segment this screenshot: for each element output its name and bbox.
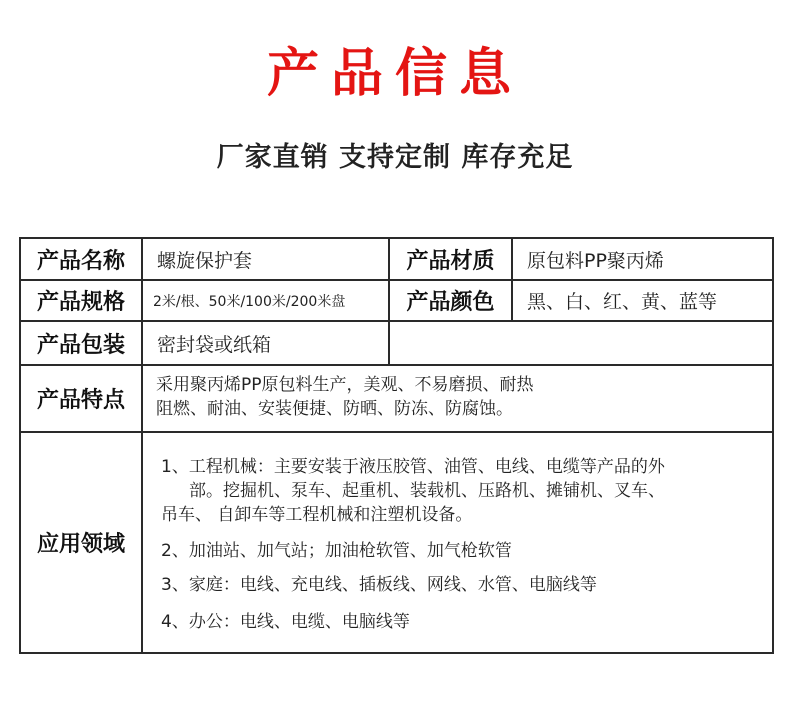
- application-line: 部。挖掘机、泵车、起重机、装载机、压路机、摊铺机、叉车、: [189, 481, 665, 501]
- material-label: 产品材质: [406, 248, 495, 274]
- spec-label: 产品规格: [36, 290, 125, 315]
- application-line: 吊车、 自卸车等工程机械和注塑机设备。: [161, 505, 473, 525]
- application-item: [161, 573, 766, 597]
- features-text: [156, 373, 766, 421]
- package-value: 密封袋或纸箱: [157, 333, 272, 356]
- application-line: 4、办公：电线、电缆、电脑线等: [161, 612, 410, 632]
- features-line: 采用聚丙烯PP原包料生产，美观、不易磨损、耐热: [156, 375, 534, 395]
- name-value: 螺旋保护套: [157, 249, 253, 272]
- product-info-table: [19, 237, 774, 654]
- name-label: 产品名称: [36, 248, 125, 274]
- applications-label: 应用领域: [36, 532, 125, 557]
- features-label: 产品特点: [36, 388, 125, 413]
- application-line: 1、工程机械：主要安装于液压胶管、油管、电线、电缆等产品的外: [161, 457, 665, 477]
- application-line: 3、家庭：电线、充电线、插板线、网线、水管、电脑线等: [161, 575, 597, 595]
- package-label: 产品包装: [36, 332, 125, 358]
- application-line: 2、加油站、加气站；加油枪软管、加气枪软管: [161, 541, 512, 561]
- page-subtitle: 厂家直销 支持定制 库存充足: [216, 142, 574, 173]
- color-value: 黑、白、红、黄、蓝等: [527, 291, 718, 313]
- page-title: 产品信息: [266, 44, 523, 104]
- application-item: [161, 455, 766, 527]
- application-item: [161, 539, 766, 563]
- material-value: 原包料PP聚丙烯: [527, 249, 664, 272]
- color-label: 产品颜色: [406, 290, 495, 315]
- spec-value: 2米/根、50米/100米/200米盘: [153, 293, 346, 310]
- features-line: 阻燃、耐油、安装便捷、防晒、防冻、防腐蚀。: [156, 399, 513, 419]
- application-item: [161, 610, 766, 634]
